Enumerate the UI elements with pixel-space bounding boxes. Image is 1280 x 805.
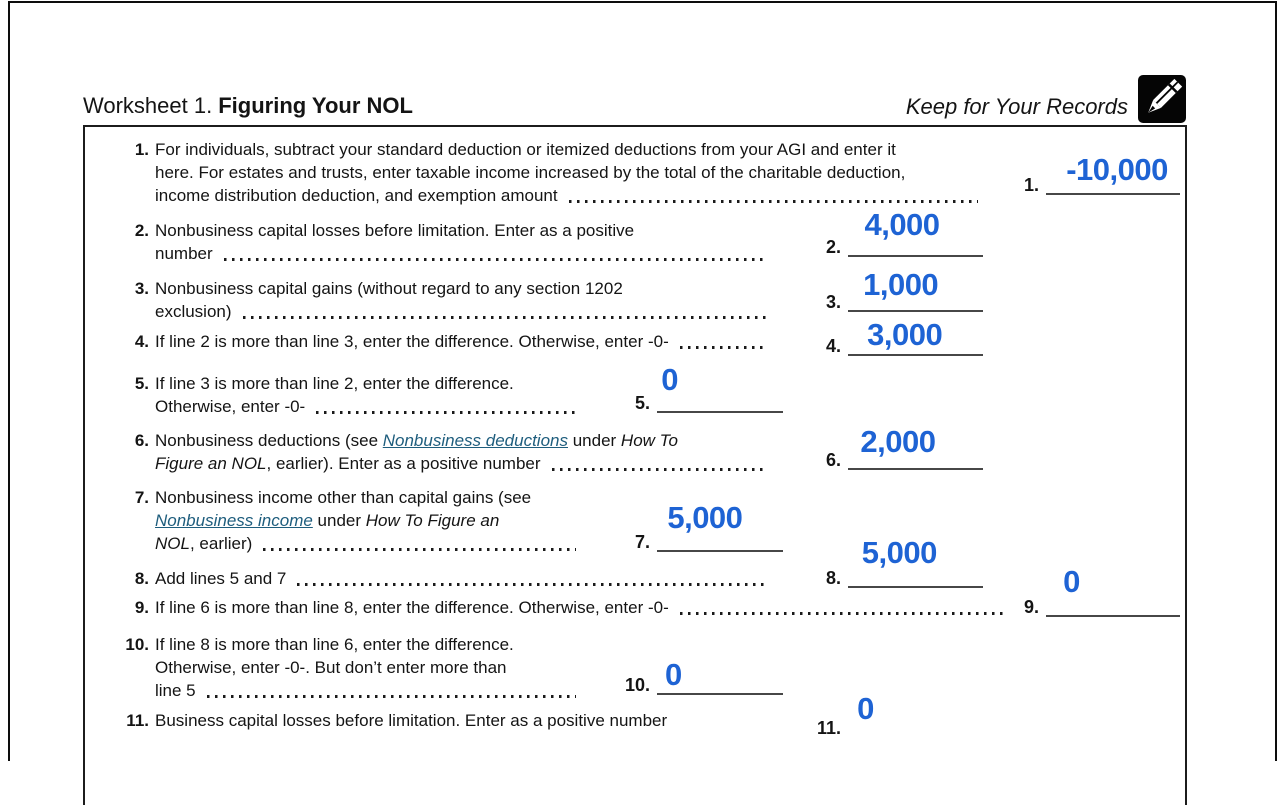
entry-line-1[interactable] bbox=[1023, 149, 1180, 195]
worksheet-row-4 bbox=[134, 330, 768, 353]
entry-number: 2. bbox=[825, 237, 841, 257]
row-number: 2. bbox=[134, 221, 149, 240]
row-number: 8. bbox=[134, 569, 149, 588]
worksheet-row-10 bbox=[125, 633, 578, 702]
dot-leader bbox=[316, 411, 576, 414]
row-number: 6. bbox=[134, 431, 149, 450]
row-number: 3. bbox=[134, 279, 149, 298]
entry-number: 5. bbox=[634, 393, 650, 413]
entry-value: 4,000 bbox=[864, 207, 940, 242]
entry-number: 7. bbox=[634, 532, 650, 552]
entry-number: 4. bbox=[825, 336, 841, 356]
entry-value: 0 bbox=[1063, 564, 1080, 599]
row-number: 5. bbox=[134, 374, 149, 393]
row-text: If line 6 is more than line 8, enter the difference. Otherwise, enter -0- bbox=[155, 598, 669, 617]
row-number: 7. bbox=[134, 488, 149, 507]
row-text: Otherwise, enter -0-. But don’t enter more than bbox=[155, 658, 507, 677]
row-text: income distribution deduction, and exemption amount bbox=[155, 186, 558, 205]
row-text: under bbox=[567, 431, 621, 450]
entry-value: 5,000 bbox=[861, 535, 937, 570]
entry-number: 9. bbox=[1023, 597, 1039, 617]
dot-leader bbox=[243, 316, 766, 319]
entry-number: 3. bbox=[825, 292, 841, 312]
row-text: If line 2 is more than line 3, enter the difference. Otherwise, enter -0- bbox=[155, 332, 669, 351]
dot-leader bbox=[680, 346, 766, 349]
dot-leader bbox=[552, 468, 766, 471]
entry-line-6[interactable] bbox=[825, 424, 983, 470]
keep-for-records-note: Keep for Your Records bbox=[905, 94, 1128, 119]
entry-line-5[interactable] bbox=[634, 362, 783, 413]
entry-value: 1,000 bbox=[863, 267, 939, 302]
entry-number: 11. bbox=[816, 718, 841, 738]
italic-phrase: How To Figure an bbox=[365, 511, 500, 530]
worksheet-row-9 bbox=[134, 596, 1005, 619]
entry-number: 1. bbox=[1023, 175, 1039, 195]
worksheet-name: Figuring Your NOL bbox=[218, 93, 413, 118]
entry-number: 8. bbox=[825, 568, 841, 588]
row-text: number bbox=[155, 244, 213, 263]
worksheet-row-11 bbox=[126, 709, 768, 732]
dot-leader bbox=[297, 583, 766, 586]
row-text: Business capital losses before limitation. Enter as a positive number bbox=[155, 711, 668, 730]
row-text: Otherwise, enter -0- bbox=[155, 397, 306, 416]
italic-phrase: How To bbox=[620, 431, 678, 450]
entry-line-7[interactable] bbox=[634, 500, 783, 552]
worksheet-row-3 bbox=[134, 277, 768, 323]
pencil-icon bbox=[1138, 75, 1186, 123]
row-text: Add lines 5 and 7 bbox=[155, 569, 287, 588]
dot-leader bbox=[680, 612, 1003, 615]
dot-leader bbox=[569, 200, 978, 203]
worksheet-row-6 bbox=[134, 429, 768, 475]
link-nonbusiness-deductions[interactable]: Nonbusiness deductions bbox=[382, 431, 568, 450]
entry-line-9[interactable] bbox=[1023, 564, 1180, 617]
worksheet-row-7 bbox=[134, 486, 578, 555]
entry-line-11[interactable] bbox=[816, 691, 983, 738]
entry-value: 0 bbox=[661, 362, 678, 397]
italic-phrase: NOL bbox=[155, 534, 190, 553]
row-text: If line 8 is more than line 6, enter the difference. bbox=[155, 635, 514, 654]
entry-line-3[interactable] bbox=[825, 266, 983, 312]
worksheet-row-8 bbox=[134, 567, 768, 590]
italic-phrase: Figure an NOL bbox=[155, 454, 267, 473]
entry-value: 5,000 bbox=[667, 500, 743, 535]
row-text: line 5 bbox=[155, 681, 196, 700]
entry-line-8[interactable] bbox=[825, 535, 983, 588]
dot-leader bbox=[207, 695, 576, 698]
row-number: 9. bbox=[134, 598, 149, 617]
row-text: If line 3 is more than line 2, enter the difference. bbox=[155, 374, 514, 393]
row-number: 1. bbox=[134, 140, 149, 159]
row-number: 11. bbox=[126, 711, 149, 730]
row-text: under bbox=[312, 511, 366, 530]
row-text: here. For estates and trusts, enter taxable income increased by the total of the charitable deduction, bbox=[155, 163, 906, 182]
entry-value: 2,000 bbox=[860, 424, 936, 459]
row-text: Nonbusiness capital losses before limitation. Enter as a positive bbox=[155, 221, 635, 240]
worksheet-label: Worksheet 1. bbox=[83, 93, 213, 118]
row-text: Nonbusiness deductions (see bbox=[155, 431, 383, 450]
entry-value: 3,000 bbox=[867, 317, 943, 352]
row-text: Nonbusiness capital gains (without regard to any section 1202 bbox=[155, 279, 623, 298]
entry-line-10[interactable] bbox=[624, 649, 783, 695]
entry-line-4[interactable] bbox=[825, 310, 983, 356]
row-number: 4. bbox=[134, 332, 149, 351]
row-text: , earlier) bbox=[189, 534, 253, 553]
entry-number: 10. bbox=[624, 675, 650, 695]
row-text: exclusion) bbox=[155, 302, 232, 321]
entry-number: 6. bbox=[825, 450, 841, 470]
dot-leader bbox=[263, 548, 576, 551]
dot-leader bbox=[224, 258, 766, 261]
row-number: 10. bbox=[125, 635, 149, 654]
page-title bbox=[83, 93, 413, 119]
entry-line-2[interactable] bbox=[825, 207, 983, 257]
entry-value: 0 bbox=[857, 691, 874, 726]
entry-value: 0 bbox=[665, 657, 682, 692]
row-text: For individuals, subtract your standard deduction or itemized deductions from your AGI and enter it bbox=[155, 140, 896, 159]
link-nonbusiness-income[interactable]: Nonbusiness income bbox=[155, 511, 313, 530]
worksheet-row-2 bbox=[134, 219, 768, 265]
row-text: , earlier). Enter as a positive number bbox=[266, 454, 541, 473]
worksheet-row-5 bbox=[134, 372, 578, 418]
entry-value: -10,000 bbox=[1066, 152, 1168, 187]
worksheet-row-1 bbox=[134, 138, 980, 207]
row-text: Nonbusiness income other than capital gains (see bbox=[155, 488, 532, 507]
